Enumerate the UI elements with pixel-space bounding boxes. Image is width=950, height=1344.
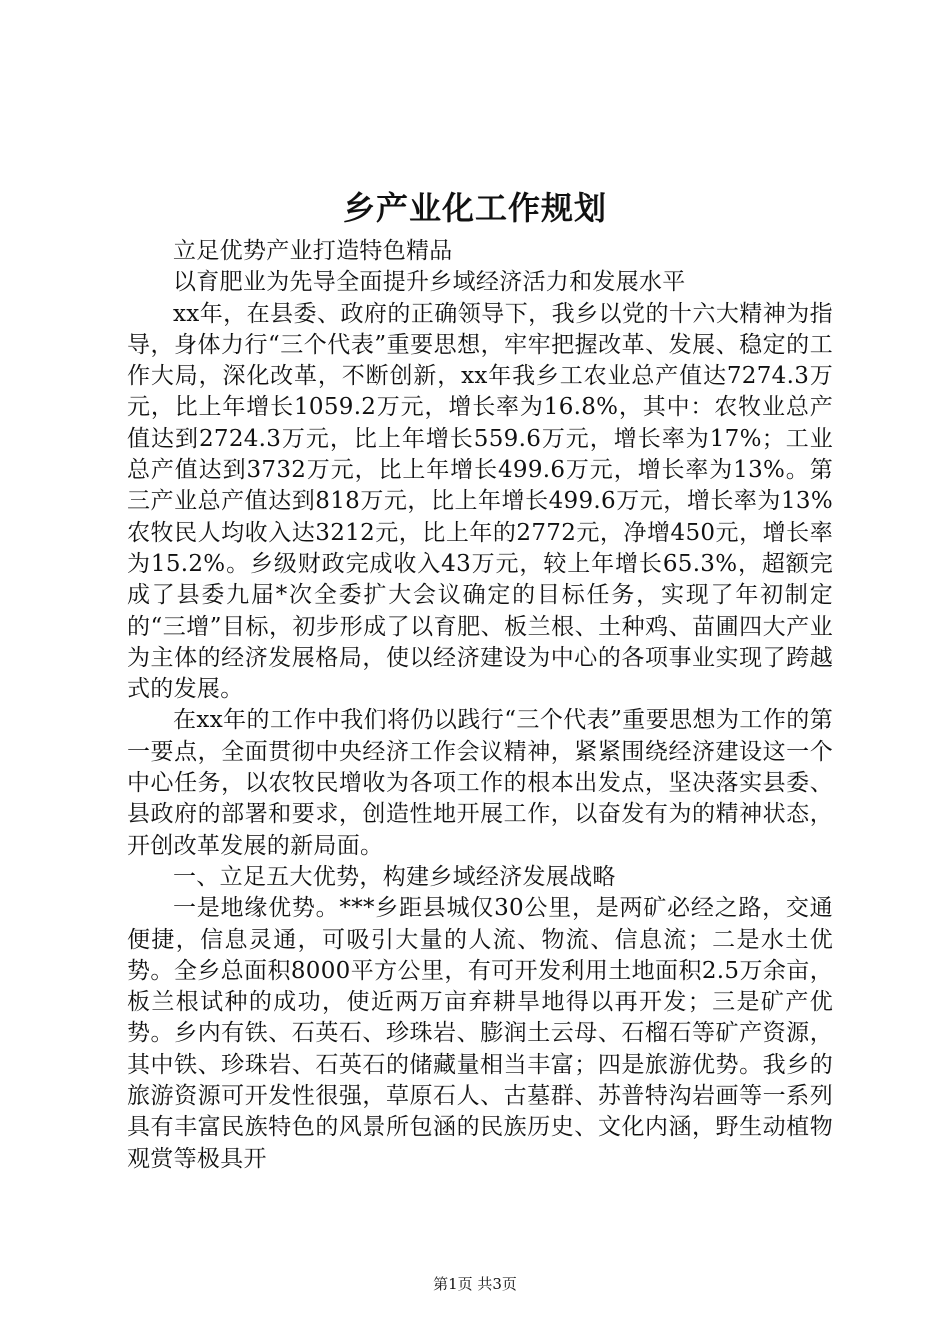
document-body xyxy=(127,236,833,1175)
subtitle-line-1: 立足优势产业打造特色精品 xyxy=(173,238,453,264)
body-paragraph: 一是地缘优势。***乡距县城仅30公里，是两矿必经之路，交通便捷，信息灵通，可吸引大量的人流、物流、信息流；二是水土优势。全乡总面积8000平方公里，有可开发利用土地面积2.5万余亩，板兰根试种的成功，使近两万亩弃耕旱地得以再开发；三是矿产优势。乡内有铁、石英石、珍珠岩、膨润土云母、石榴石等矿产资源，其中铁、珍珠岩、石英石的储藏量相当丰富；四是旅游优势。我乡的旅游资源可开发性很强，草原石人、古墓群、苏普特沟岩画等一系列具有丰富民族特色的风景所包涵的民族历史、文化内涵，野生动植物观赏等极具开 xyxy=(127,895,833,1172)
document-title: 乡产业化工作规划 xyxy=(342,189,607,227)
subtitle-line-2: 以育肥业为先导全面提升乡域经济活力和发展水平 xyxy=(173,269,686,296)
body-paragraph: 在xx年的工作中我们将仍以践行“三个代表”重要思想为工作的第一要点，全面贯彻中央经济工作会议精神，紧紧围绕经济建设这一个中心任务，以农牧民增收为各项工作的根本出发点，坚决落实县委、县政府的部署和要求，创造性地开展工作，以奋发有为的精神状态，开创改革发展的新局面。 xyxy=(127,707,833,859)
page-footer: 第1页 共3页 xyxy=(433,1275,517,1293)
section-heading: 一、立足五大优势，构建乡域经济发展战略 xyxy=(173,863,616,890)
body-paragraph: xx年，在县委、政府的正确领导下，我乡以党的十六大精神为指导，身体力行“三个代表”重要思想，牢牢把握改革、发展、稳定的工作大局，深化改革，不断创新，xx年我乡工农业总产值达7274.3万元，比上年增长1059.2万元，增长率为16.8%，其中：农牧业总产值达到2724.3万元，比上年增长559.6万元，增长率为17%；工业总产值达到3732万元，比上年增长499.6万元，增长率为13%。第三产业总产值达到818万元，比上年增长499.6万元，增长率为13%农牧民人均收入达3212元，比上年的2772元，净增450元，增长率为15.2%。乡级财政完成收入43万元，较上年增长65.3%，超额完成了县委九届*次全委扩大会议确定的目标任务，实现了年初制定的“三增”目标，初步形成了以育肥、板兰根、土种鸡、苗圃四大产业为主体的经济发展格局，使以经济建设为中心的各项事业实现了跨越式的发展。 xyxy=(127,300,833,703)
